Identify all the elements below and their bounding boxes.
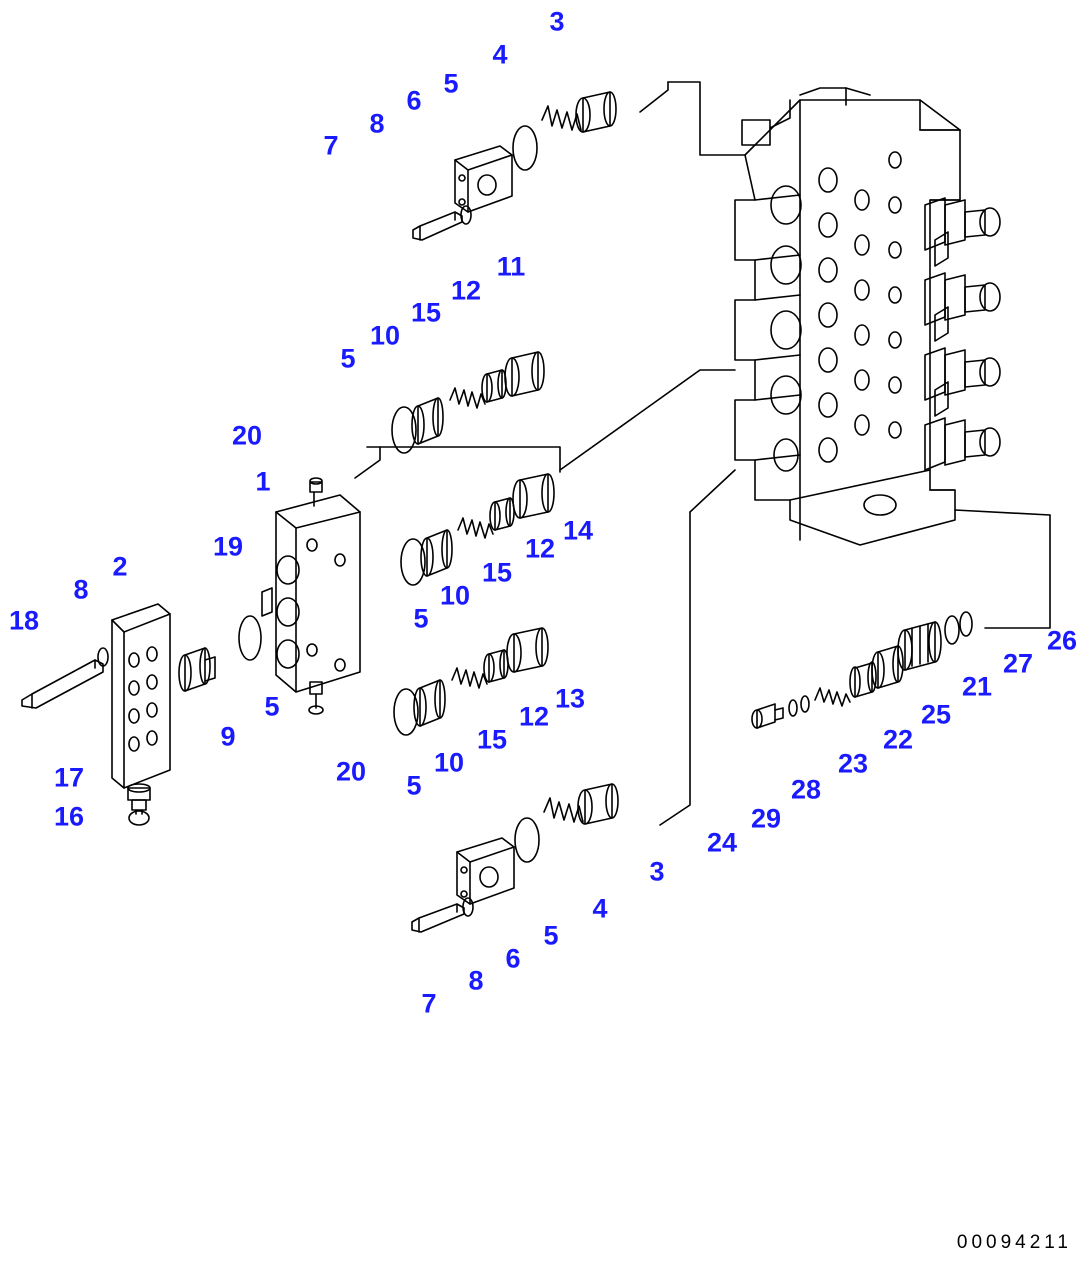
callout-number: 28 (790, 774, 822, 805)
callout-number: 5 (406, 770, 422, 801)
callout-number: 19 (212, 531, 244, 562)
callout-number: 3 (549, 6, 565, 37)
callout-number: 11 (496, 251, 526, 282)
callout-number: 10 (433, 747, 465, 778)
callout-number: 15 (410, 297, 442, 328)
callout-number: 12 (524, 533, 556, 564)
callout-number: 13 (554, 683, 586, 714)
callout-number: 10 (439, 580, 471, 611)
callout-number: 4 (592, 893, 608, 924)
callout-number: 10 (369, 320, 401, 351)
upper-spool-stack (392, 352, 544, 453)
main-control-valve-body (735, 88, 1000, 545)
callout-number: 5 (443, 68, 459, 99)
middle-spool-stack (401, 474, 554, 588)
lower-cap-assembly (412, 784, 618, 932)
callout-number: 5 (264, 691, 280, 722)
callout-number: 7 (421, 988, 437, 1019)
callout-number: 20 (231, 420, 263, 451)
callout-number: 8 (369, 108, 385, 139)
callout-number: 15 (481, 557, 513, 588)
callout-number: 8 (73, 574, 89, 605)
left-cover-plate (22, 604, 170, 825)
callout-number: 24 (706, 827, 738, 858)
callout-number: 17 (53, 762, 85, 793)
upper-cap-assembly (413, 92, 616, 240)
callout-number: 4 (492, 39, 508, 70)
callout-number: 23 (837, 748, 869, 779)
callout-number: 12 (518, 701, 550, 732)
callout-number: 2 (112, 551, 128, 582)
callout-number: 1 (255, 466, 271, 497)
callout-number: 18 (8, 605, 40, 636)
callout-number: 14 (562, 515, 594, 546)
callout-number: 15 (476, 724, 508, 755)
callout-number: 7 (323, 130, 339, 161)
drawing-number: 00094211 (956, 1232, 1072, 1253)
callout-number: 5 (340, 343, 356, 374)
callout-number: 5 (543, 920, 559, 951)
callout-number: 6 (406, 85, 422, 116)
callout-number: 29 (750, 803, 782, 834)
callout-number: 21 (961, 671, 993, 702)
callout-number: 6 (505, 943, 521, 974)
callout-number: 26 (1046, 625, 1078, 656)
callout-number: 16 (53, 801, 85, 832)
center-valve-block (179, 478, 360, 714)
callout-number: 20 (335, 756, 367, 787)
callout-number: 9 (220, 721, 236, 752)
callout-number: 27 (1002, 648, 1034, 679)
callout-number: 8 (468, 965, 484, 996)
callout-number: 5 (413, 603, 429, 634)
callout-number: 3 (649, 856, 665, 887)
callout-number: 22 (882, 724, 914, 755)
callout-number: 25 (920, 699, 952, 730)
callout-number: 12 (450, 275, 482, 306)
